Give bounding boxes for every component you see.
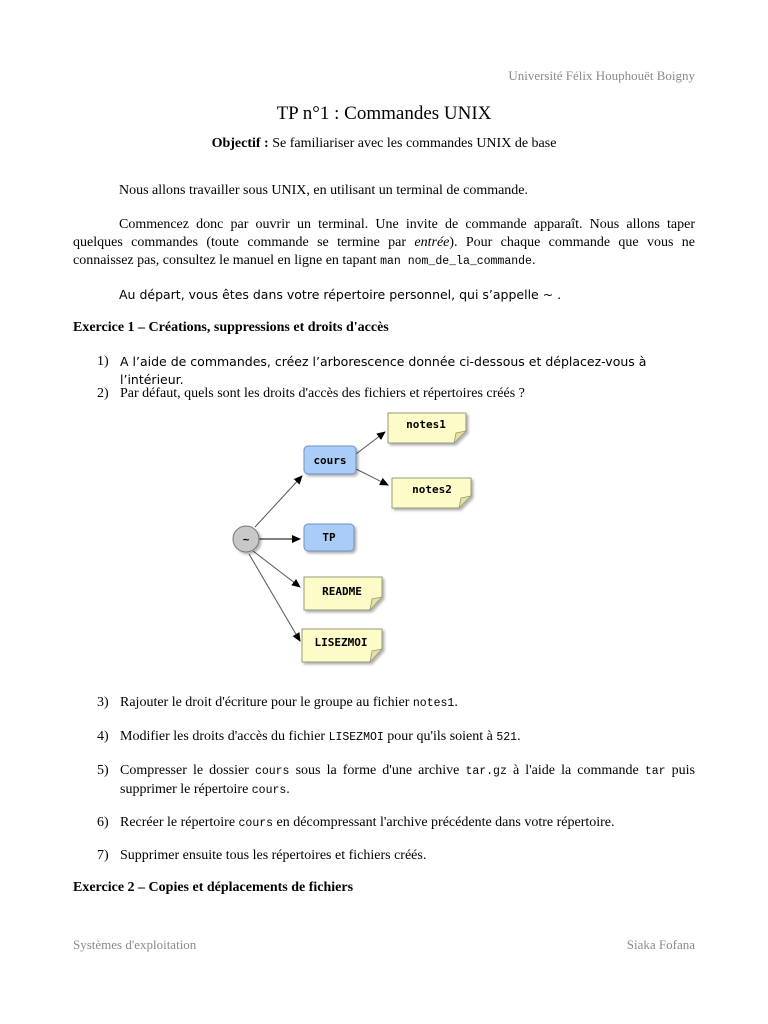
text-part: Compresser le dossier (120, 763, 255, 778)
file-label-lisezmoi: LISEZMOI (314, 636, 368, 649)
list-item (97, 353, 695, 389)
intro-paragraph-1: Nous allons travailler sous UNIX, en utilisant un terminal de commande. (119, 183, 529, 198)
file-label-readme: README (322, 585, 362, 598)
edge-cours-notes2 (356, 469, 388, 485)
intro-paragraph-2 (73, 216, 695, 271)
list-item (97, 814, 695, 833)
text-part: en décompressant l'archive précédente dans votre répertoire. (273, 815, 615, 830)
note-fold (370, 649, 382, 662)
exercise-2-title: Exercice 2 – Copies et déplacements de fichiers (73, 880, 354, 895)
item-text: Par défaut, quels sont les droits d'accès des fichiers et répertoires créés ? (120, 386, 525, 401)
item-number: 4) (97, 729, 109, 744)
objective-line (0, 136, 768, 152)
intro-p2-text-c: . (531, 253, 536, 268)
list-item (97, 385, 695, 403)
intro-paragraph-3: Au départ, vous êtes dans votre répertoire personnel, qui s’appelle ~ . (119, 287, 562, 302)
item-number: 3) (97, 695, 109, 710)
text-part: puis supprimer le répertoire (120, 763, 696, 797)
item-number: 6) (97, 815, 109, 830)
text-part: pour qu'ils soient à (383, 729, 497, 744)
list-item (97, 728, 695, 747)
folder-node-cours (304, 446, 356, 474)
item-number: 1) (97, 354, 109, 369)
code-lisezmoi: LISEZMOI (328, 731, 384, 744)
file-node-lisezmoi (302, 629, 382, 662)
footer-course: Systèmes d'exploitation (73, 937, 197, 952)
exercise-1-title: Exercice 1 – Créations, suppressions et droits d'accès (73, 320, 389, 335)
intro-p2-emphasis: entrée (414, 235, 450, 250)
note-fold (370, 597, 382, 610)
file-node-notes1 (388, 413, 466, 443)
item-text: Supprimer ensuite tous les répertoires et fichiers créés. (120, 848, 427, 863)
list-item (97, 847, 695, 865)
header-university: Université Félix Houphouët Boigny (508, 68, 695, 83)
root-label: ~ (242, 533, 250, 546)
text-part: Rajouter le droit d'écriture pour le groupe au fichier (120, 695, 413, 710)
folder-node-tp (304, 524, 354, 551)
file-node-notes2 (392, 478, 471, 508)
item-text: A l’aide de commandes, créez l’arborescence donnée ci-dessous et déplacez-vous à l’intérieur. (120, 354, 647, 387)
code-cours: cours (254, 765, 290, 778)
list-item (97, 762, 695, 800)
objective-label: Objectif : (211, 136, 269, 151)
text-part: . (286, 782, 290, 797)
text-part: . (454, 695, 458, 710)
folder-label-cours: cours (313, 454, 347, 467)
note-fold (454, 431, 466, 443)
item-text (120, 762, 695, 800)
code-cours: cours (238, 817, 274, 830)
footer-author: Siaka Fofana (626, 937, 695, 952)
intro-p2-text-b: ). Pour chaque commande que vous ne connaissez pas, consultez le manuel en ligne en tapant (73, 235, 695, 268)
edge-root-readme (253, 551, 300, 587)
edge-root-cours (255, 476, 302, 527)
code-notes1: notes1 (412, 697, 455, 710)
note-fold (459, 496, 471, 508)
intro-p2-code: man nom_de_la_commande (380, 255, 532, 268)
item-text (120, 814, 695, 833)
item-text (120, 728, 695, 747)
item-number: 5) (97, 763, 109, 778)
directory-tree-diagram (220, 405, 490, 670)
file-label-notes2: notes2 (412, 483, 452, 496)
text-part: à l'aide la commande (506, 763, 645, 778)
code-tar: tar (644, 765, 666, 778)
folder-label-tp: TP (322, 531, 336, 544)
item-text (120, 694, 695, 713)
intro-p2-text-a: Commencez donc par ouvrir un terminal. Une invite de commande apparaît. Nous allons taper quelques commandes (toute commande se termine par (73, 217, 695, 250)
code-cours: cours (251, 784, 287, 797)
objective-text: Se familiariser avec les commandes UNIX de base (268, 136, 557, 151)
file-label-notes1: notes1 (406, 418, 446, 431)
root-node (233, 526, 259, 552)
file-node-readme (304, 577, 382, 610)
item-number: 2) (97, 386, 109, 401)
text-part: Recréer le répertoire (120, 815, 239, 830)
page-title: TP n°1 : Commandes UNIX (276, 103, 492, 124)
text-part: . (517, 729, 521, 744)
item-number: 7) (97, 848, 109, 863)
text-part: sous la forme d'une archive (289, 763, 466, 778)
code-521: 521 (496, 731, 518, 744)
list-item (97, 694, 695, 713)
edge-cours-notes1 (356, 432, 385, 454)
text-part: Modifier les droits d'accès du fichier (120, 729, 329, 744)
code-targz: tar.gz (465, 765, 507, 778)
